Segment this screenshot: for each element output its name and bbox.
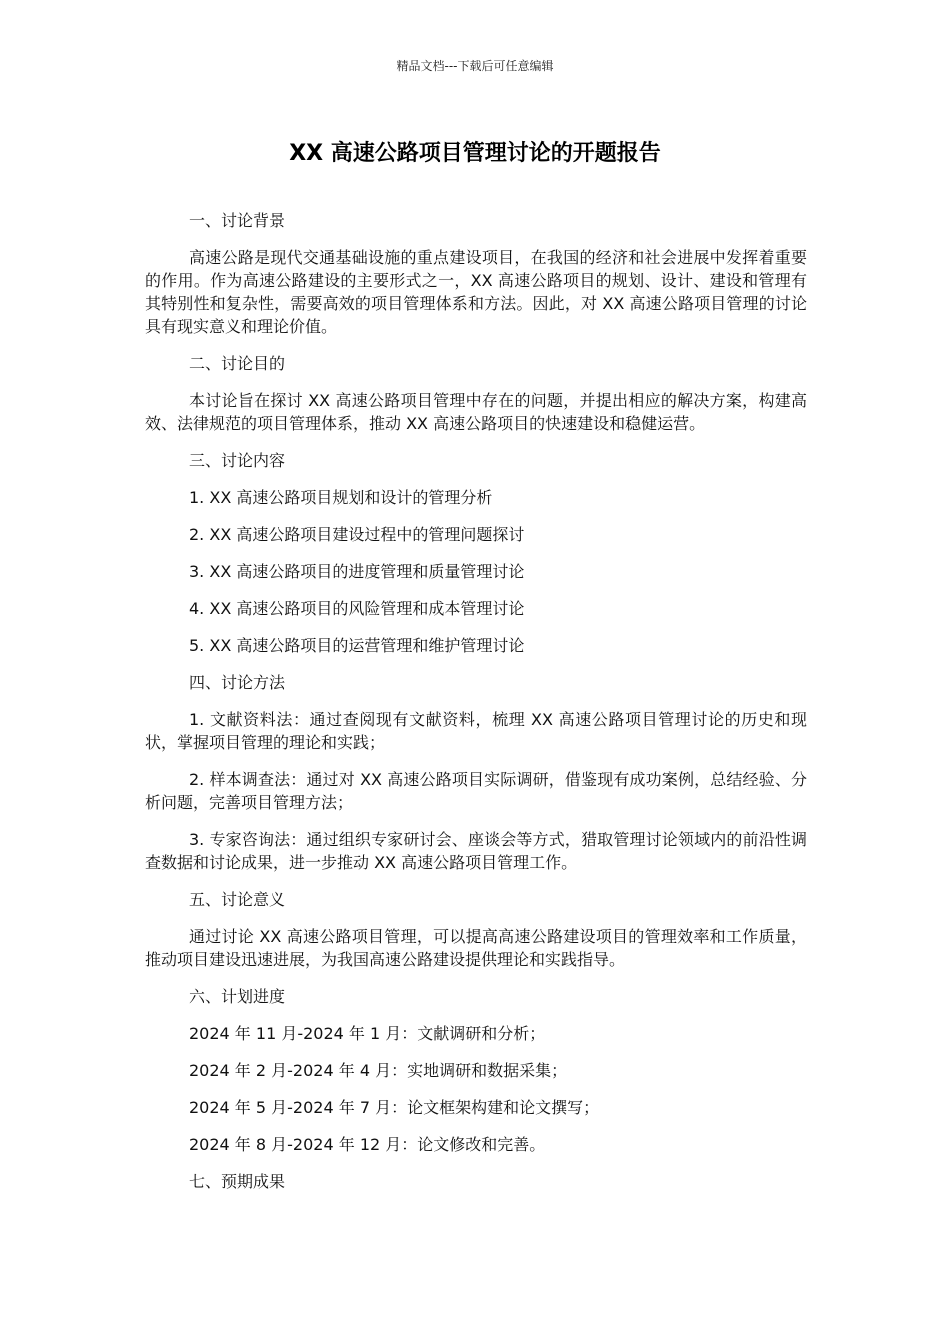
document-body xyxy=(145,209,807,1207)
method-item: 1. 文献资料法：通过查阅现有文献资料，梳理 XX 高速公路项目管理讨论的历史和现状，掌握项目管理的理论和实践； xyxy=(145,710,807,752)
paragraph-purpose: 本讨论旨在探讨 XX 高速公路项目管理中存在的问题，并提出相应的解决方案，构建高效、法律规范的项目管理体系，推动 XX 高速公路项目的快速建设和稳健运营。 xyxy=(145,391,807,433)
schedule-item: 2024 年 5 月-2024 年 7 月：论文框架构建和论文撰写； xyxy=(189,1098,600,1117)
section-heading-expected-results: 七、预期成果 xyxy=(189,1172,286,1191)
section-heading-methods: 四、讨论方法 xyxy=(189,673,286,692)
section-heading-content: 三、讨论内容 xyxy=(189,451,286,470)
paragraph-background: 高速公路是现代交通基础设施的重点建设项目，在我国的经济和社会进展中发挥着重要的作用。作为高速公路建设的主要形式之一，XX 高速公路项目的规划、设计、建设和管理有其特别性和复杂性，需要高效的项目管理体系和方法。因此，对 XX 高速公路项目管理的讨论具有现实意义和理论价值。 xyxy=(145,248,807,336)
content-item: 2. XX 高速公路项目建设过程中的管理问题探讨 xyxy=(189,525,525,544)
content-item: 1. XX 高速公路项目规划和设计的管理分析 xyxy=(189,488,493,507)
section-heading-purpose: 二、讨论目的 xyxy=(189,354,286,373)
schedule-item: 2024 年 8 月-2024 年 12 月：论文修改和完善。 xyxy=(189,1135,546,1154)
section-heading-schedule: 六、计划进度 xyxy=(189,987,286,1006)
paragraph-significance: 通过讨论 XX 高速公路项目管理，可以提高高速公路建设项目的管理效率和工作质量，推动项目建设迅速进展，为我国高速公路建设提供理论和实践指导。 xyxy=(145,927,807,969)
section-heading-background: 一、讨论背景 xyxy=(189,211,286,230)
method-item: 3. 专家咨询法：通过组织专家研讨会、座谈会等方式，猎取管理讨论领域内的前沿性调查数据和讨论成果，进一步推动 XX 高速公路项目管理工作。 xyxy=(145,830,807,872)
header-note: 精品文档---下载后可任意编辑 xyxy=(396,59,554,73)
content-item: 3. XX 高速公路项目的进度管理和质量管理讨论 xyxy=(189,562,525,581)
method-item: 2. 样本调查法：通过对 XX 高速公路项目实际调研，借鉴现有成功案例，总结经验、分析问题，完善项目管理方法； xyxy=(145,770,807,812)
document-title: XX 高速公路项目管理讨论的开题报告 xyxy=(289,141,661,166)
schedule-item: 2024 年 11 月-2024 年 1 月：文献调研和分析； xyxy=(189,1024,546,1043)
content-item: 5. XX 高速公路项目的运营管理和维护管理讨论 xyxy=(189,636,525,655)
section-heading-significance: 五、讨论意义 xyxy=(189,890,286,909)
schedule-item: 2024 年 2 月-2024 年 4 月：实地调研和数据采集； xyxy=(189,1061,568,1080)
content-item: 4. XX 高速公路项目的风险管理和成本管理讨论 xyxy=(189,599,525,618)
